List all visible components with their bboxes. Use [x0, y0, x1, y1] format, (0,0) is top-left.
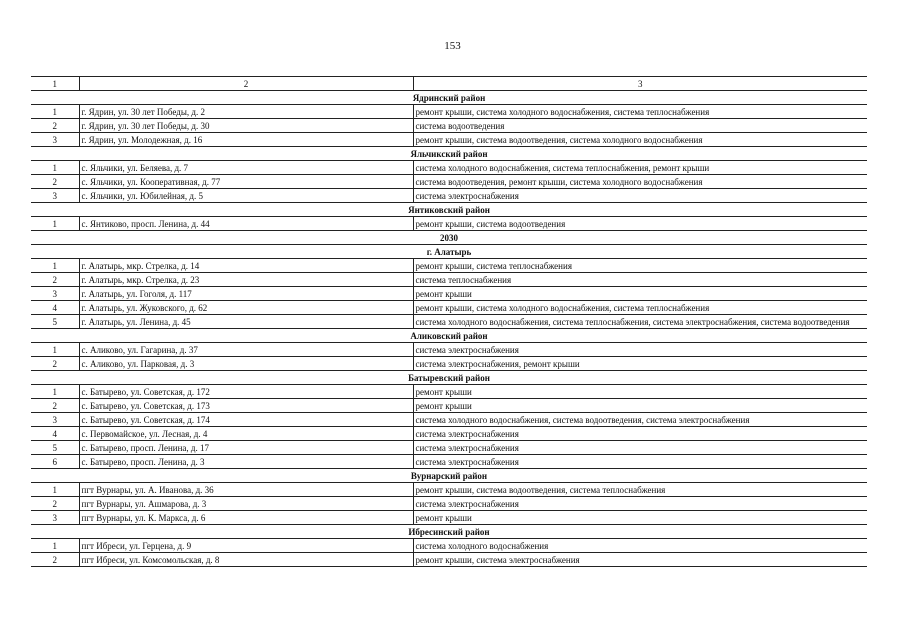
row-address: с. Батырево, ул. Советская, д. 173 [79, 399, 413, 413]
section-heading-row [31, 91, 867, 105]
row-address: с. Яльчики, ул. Юбилейная, д. 5 [79, 189, 413, 203]
row-address: с. Батырево, ул. Советская, д. 174 [79, 413, 413, 427]
table-row [31, 441, 867, 455]
row-number: 2 [31, 399, 79, 413]
row-address: г. Ядрин, ул. Молодежная, д. 16 [79, 133, 413, 147]
header-col-1: 1 [31, 77, 79, 91]
table-row [31, 175, 867, 189]
row-works: ремонт крыши [413, 511, 867, 525]
table-row [31, 189, 867, 203]
table-row [31, 301, 867, 315]
row-address: г. Алатырь, мкр. Стрелка, д. 23 [79, 273, 413, 287]
row-number: 4 [31, 301, 79, 315]
table-row [31, 511, 867, 525]
row-number: 1 [31, 259, 79, 273]
row-works: система электроснабжения [413, 343, 867, 357]
row-address: с. Батырево, ул. Советская, д. 172 [79, 385, 413, 399]
row-number: 2 [31, 175, 79, 189]
row-number: 3 [31, 511, 79, 525]
row-number: 3 [31, 133, 79, 147]
row-address: г. Алатырь, ул. Ленина, д. 45 [79, 315, 413, 329]
row-works: ремонт крыши, система электроснабжения [413, 553, 867, 567]
table-row [31, 217, 867, 231]
table-row [31, 455, 867, 469]
row-works: система холодного водоснабжения, система теплоснабжения, система электроснабжения, система водоотведения [413, 315, 867, 329]
table-row [31, 385, 867, 399]
row-address: с. Батырево, просп. Ленина, д. 17 [79, 441, 413, 455]
section-title: Вурнарский район [31, 469, 867, 483]
row-address: г. Алатырь, ул. Жуковского, д. 62 [79, 301, 413, 315]
table-row [31, 273, 867, 287]
row-number: 2 [31, 357, 79, 371]
row-works: ремонт крыши [413, 399, 867, 413]
section-title: г. Алатырь [31, 245, 867, 259]
row-number: 1 [31, 539, 79, 553]
row-address: с. Яльчики, ул. Кооперативная, д. 77 [79, 175, 413, 189]
row-number: 2 [31, 273, 79, 287]
table-row [31, 427, 867, 441]
row-address: пгт Вурнары, ул. Ашмарова, д. 3 [79, 497, 413, 511]
table-row [31, 315, 867, 329]
section-heading-row [31, 525, 867, 539]
row-works: система холодного водоснабжения, система теплоснабжения, ремонт крыши [413, 161, 867, 175]
row-works: система электроснабжения [413, 427, 867, 441]
row-works: система электроснабжения [413, 497, 867, 511]
row-number: 1 [31, 217, 79, 231]
table-row [31, 259, 867, 273]
row-address: г. Алатырь, мкр. Стрелка, д. 14 [79, 259, 413, 273]
row-works: ремонт крыши, система холодного водоснабжения, система теплоснабжения [413, 105, 867, 119]
row-number: 2 [31, 553, 79, 567]
section-title: Батыревский район [31, 371, 867, 385]
row-address: с. Батырево, просп. Ленина, д. 3 [79, 455, 413, 469]
table-row [31, 343, 867, 357]
row-works: система электроснабжения [413, 189, 867, 203]
row-works: система теплоснабжения [413, 273, 867, 287]
row-works: ремонт крыши [413, 287, 867, 301]
row-works: система холодного водоснабжения, система водоотведения, система электроснабжения [413, 413, 867, 427]
row-works: ремонт крыши [413, 385, 867, 399]
section-title: Янтиковский район [31, 203, 867, 217]
table-row [31, 357, 867, 371]
row-address: с. Первомайское, ул. Лесная, д. 4 [79, 427, 413, 441]
page-number: 153 [444, 40, 461, 52]
table-row [31, 119, 867, 133]
table-row [31, 287, 867, 301]
row-number: 1 [31, 483, 79, 497]
row-address: с. Аликово, ул. Парковая, д. 3 [79, 357, 413, 371]
row-works: система электроснабжения, ремонт крыши [413, 357, 867, 371]
row-number: 6 [31, 455, 79, 469]
section-title: 2030 [31, 231, 867, 245]
table-row [31, 553, 867, 567]
row-number: 5 [31, 315, 79, 329]
row-works: система электроснабжения [413, 441, 867, 455]
row-address: пгт Вурнары, ул. А. Иванова, д. 36 [79, 483, 413, 497]
row-works: ремонт крыши, система водоотведения [413, 217, 867, 231]
row-works: система холодного водоснабжения [413, 539, 867, 553]
section-heading-row [31, 245, 867, 259]
section-title: Яльчикский район [31, 147, 867, 161]
row-number: 2 [31, 119, 79, 133]
table-row [31, 497, 867, 511]
row-address: пгт Ибреси, ул. Герцена, д. 9 [79, 539, 413, 553]
section-heading-row [31, 203, 867, 217]
row-address: г. Алатырь, ул. Гоголя, д. 117 [79, 287, 413, 301]
row-address: с. Яльчики, ул. Беляева, д. 7 [79, 161, 413, 175]
table-row [31, 105, 867, 119]
row-address: с. Янтиково, просп. Ленина, д. 44 [79, 217, 413, 231]
table-body [31, 77, 867, 567]
row-number: 1 [31, 105, 79, 119]
header-col-2: 2 [79, 77, 413, 91]
table-row [31, 133, 867, 147]
row-address: пгт Вурнары, ул. К. Маркса, д. 6 [79, 511, 413, 525]
row-number: 1 [31, 161, 79, 175]
section-title: Ибресинский район [31, 525, 867, 539]
row-address: г. Ядрин, ул. 30 лет Победы, д. 2 [79, 105, 413, 119]
table-row [31, 399, 867, 413]
section-heading-row [31, 469, 867, 483]
row-number: 3 [31, 413, 79, 427]
row-works: система электроснабжения [413, 455, 867, 469]
section-heading-row [31, 329, 867, 343]
section-heading-row [31, 147, 867, 161]
row-works: ремонт крыши, система теплоснабжения [413, 259, 867, 273]
row-number: 1 [31, 343, 79, 357]
table-row [31, 161, 867, 175]
repair-schedule-table [31, 76, 867, 567]
row-address: с. Аликово, ул. Гагарина, д. 37 [79, 343, 413, 357]
section-heading-row [31, 371, 867, 385]
row-address: пгт Ибреси, ул. Комсомольская, д. 8 [79, 553, 413, 567]
header-col-3: 3 [413, 77, 867, 91]
row-works: система водоотведения [413, 119, 867, 133]
row-number: 3 [31, 287, 79, 301]
row-works: ремонт крыши, система водоотведения, система теплоснабжения [413, 483, 867, 497]
row-works: система водоотведения, ремонт крыши, система холодного водоснабжения [413, 175, 867, 189]
row-number: 2 [31, 497, 79, 511]
row-works: ремонт крыши, система холодного водоснабжения, система теплоснабжения [413, 301, 867, 315]
row-works: ремонт крыши, система водоотведения, система холодного водоснабжения [413, 133, 867, 147]
table-row [31, 413, 867, 427]
table-row [31, 539, 867, 553]
row-number: 4 [31, 427, 79, 441]
header-row [31, 77, 867, 91]
row-number: 3 [31, 189, 79, 203]
row-number: 1 [31, 385, 79, 399]
row-number: 5 [31, 441, 79, 455]
table-row [31, 483, 867, 497]
section-title: Аликовский район [31, 329, 867, 343]
row-address: г. Ядрин, ул. 30 лет Победы, д. 30 [79, 119, 413, 133]
section-heading-row [31, 231, 867, 245]
section-title: Ядринский район [31, 91, 867, 105]
